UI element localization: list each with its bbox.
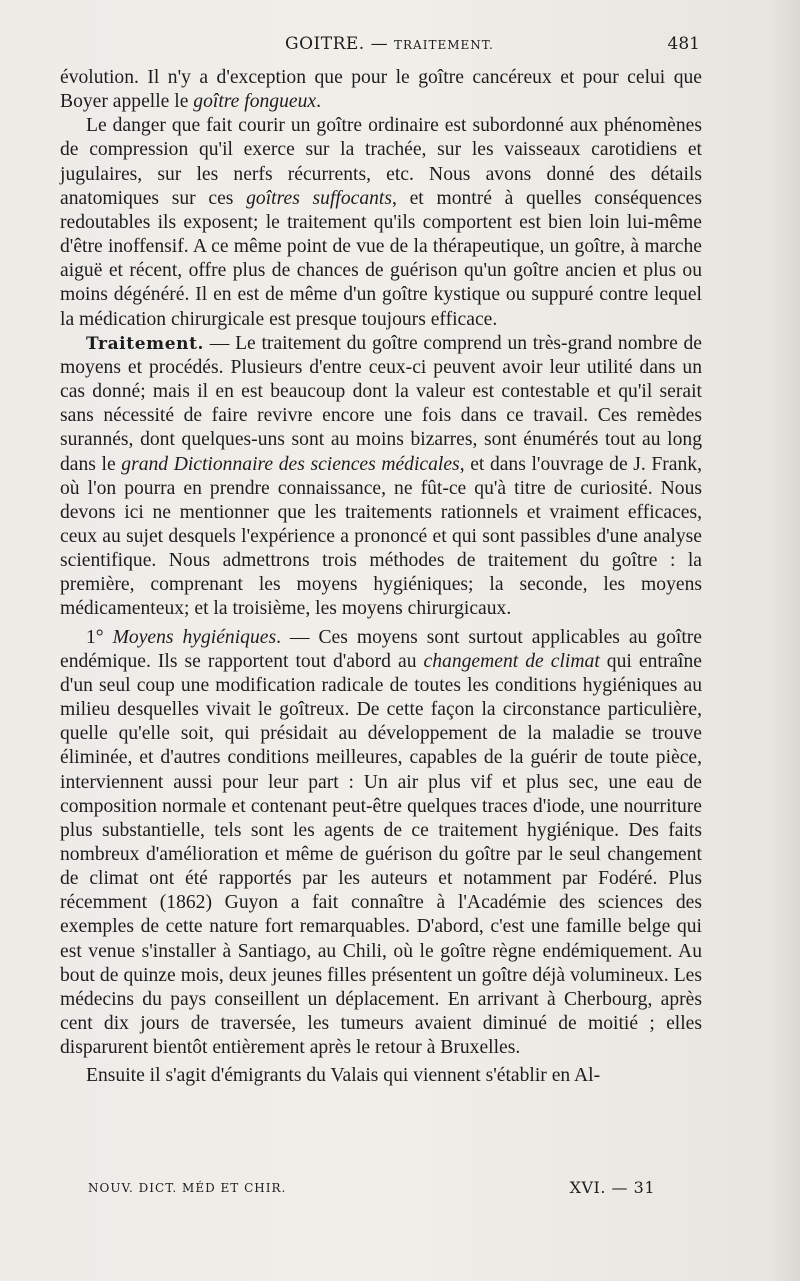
paragraph-5 — [60, 1064, 702, 1088]
paragraph-2 — [60, 114, 702, 331]
page-edge-shadow — [770, 0, 800, 1281]
paragraph-1 — [60, 66, 702, 114]
p2-italic: goîtres suffocants — [246, 187, 392, 209]
page-number: 481 — [667, 34, 700, 54]
running-title-main: GOITRE. — [285, 34, 365, 54]
footer-signature: NOUV. DICT. MÉD ET CHIR. — [88, 1181, 287, 1195]
section-heading-traitement: Traitement. — [86, 333, 205, 354]
body-text — [60, 66, 702, 1089]
paragraph-4 — [60, 626, 702, 1061]
p4-text-a: . — Ces moyens sont surtout applicables au goître endémique. Ils se rapportent tout d'abord au — [60, 626, 702, 672]
footer-volume: XVI. — 31 — [569, 1178, 655, 1197]
running-title-dash: — — [364, 34, 394, 54]
p1-text: évolution. Il n'y a d'exception que pour le goître cancéreux et pour celui que Boyer appelle le — [60, 67, 702, 113]
p3-text-b: , et dans l'ouvrage de J. Frank, où l'on pourra en prendre connaissance, ne fût-ce qu'à titre de curiosité. Nous devons ici ne mentionner que les traitements rationnels et vraiment efficaces, ceux au sujet desquels l'expérience a prononcé et qui sont passibles d'une analyse scientifique. Nous admettrons trois méthodes de traitement du goître : la première, comprenant les moyens hygiéniques; la seconde, les moyens médicamenteux; et la troisième, les moyens chirurgicaux. — [60, 453, 702, 620]
paragraph-3 — [60, 332, 702, 622]
running-head — [60, 34, 700, 58]
p3-text-a: — Le traitement du goître comprend un très-grand nombre de moyens et procédés. Plusieurs d'entre ceux-ci peuvent avoir leur utilité dans un cas donné; mais il en est beaucoup dont la valeur est contestable et qu'il serait sans nécessité de faire revivre encore une fois dans ce travail. Ces remèdes surannés, dont quelques-uns sont au moins bizarres, sont énumérés tout au long dans le — [60, 332, 702, 475]
p2-text-b: , et montré à quelles conséquences redoutables ils exposent; le traitement qu'ils comportent est bien loin lui-même d'être inoffensif. A ce même point de vue de la thérapeutique, un goître, à marche aiguë et récent, offre plus de chances de guérison qu'un goître ancien et plus ou moins dégénéré. Il en est de même d'un goître kystique ou suppuré contre lequel la médication chirurgicale est presque toujours efficace. — [60, 187, 702, 330]
p2-text-a: Le danger que fait courir un goître ordinaire est subordonné aux phénomènes de compression qu'il exerce sur la trachée, sur les vaisseaux carotidiens et jugulaires, sur les nerfs récurrents, etc. Nous avons donné des détails anatomiques sur ces — [60, 115, 702, 209]
p4-italic-heading: Moyens hygiéniques — [112, 626, 277, 648]
p4-number: 1° — [86, 626, 113, 648]
page-footer — [88, 1178, 655, 1203]
p1-end: . — [316, 91, 321, 113]
p4-text-b: qui entraîne d'un seul coup une modification radicale de toutes les conditions hygiéniques au milieu desquelles vivait le goîtreux. De cette façon la circonstance particulière, quelle qu'elle soit, qui présidait au développement de la maladie se trouve éliminée, et d'autres conditions meilleures, capables de la guérir de toute pièce, interviennent aussi pour leur part : Un air plus vif et plus sec, une eau de composition normale et contenant peut-être quelques traces d'iode, une nourriture plus substantielle, tels sont les agents de ce traitement hygiénique. Des faits nombreux d'amélioration et même de guérison du goître par le seul changement de climat ont été rapportés par les auteurs et notamment par Fodéré. Plus récemment (1862) Guyon a fait connaître à l'Académie des sciences des exemples de cette nature fort remarquables. D'abord, c'est une famille belge qui est venue s'installer à Santiago, au Chili, où le goître règne endémiquement. Au bout de quinze mois, deux jeunes filles présentent un goître déjà volumineux. Les médecins du pays conseillent un déplacement. En arrivant à Cherbourg, après cent dix jours de traversée, les tumeurs avaient diminué de moitié ; elles disparurent bientôt entièrement après le retour à Bruxelles. — [60, 650, 702, 1059]
p1-italic: goître fongueux — [193, 91, 317, 113]
p4-italic-climat: changement de climat — [423, 650, 600, 672]
running-title — [285, 34, 494, 54]
p3-italic: grand Dictionnaire des sciences médicales — [121, 453, 460, 475]
p5-text: Ensuite il s'agit d'émigrants du Valais qui viennent s'établir en Al- — [86, 1065, 601, 1087]
running-title-section: TRAITEMENT. — [394, 38, 494, 52]
